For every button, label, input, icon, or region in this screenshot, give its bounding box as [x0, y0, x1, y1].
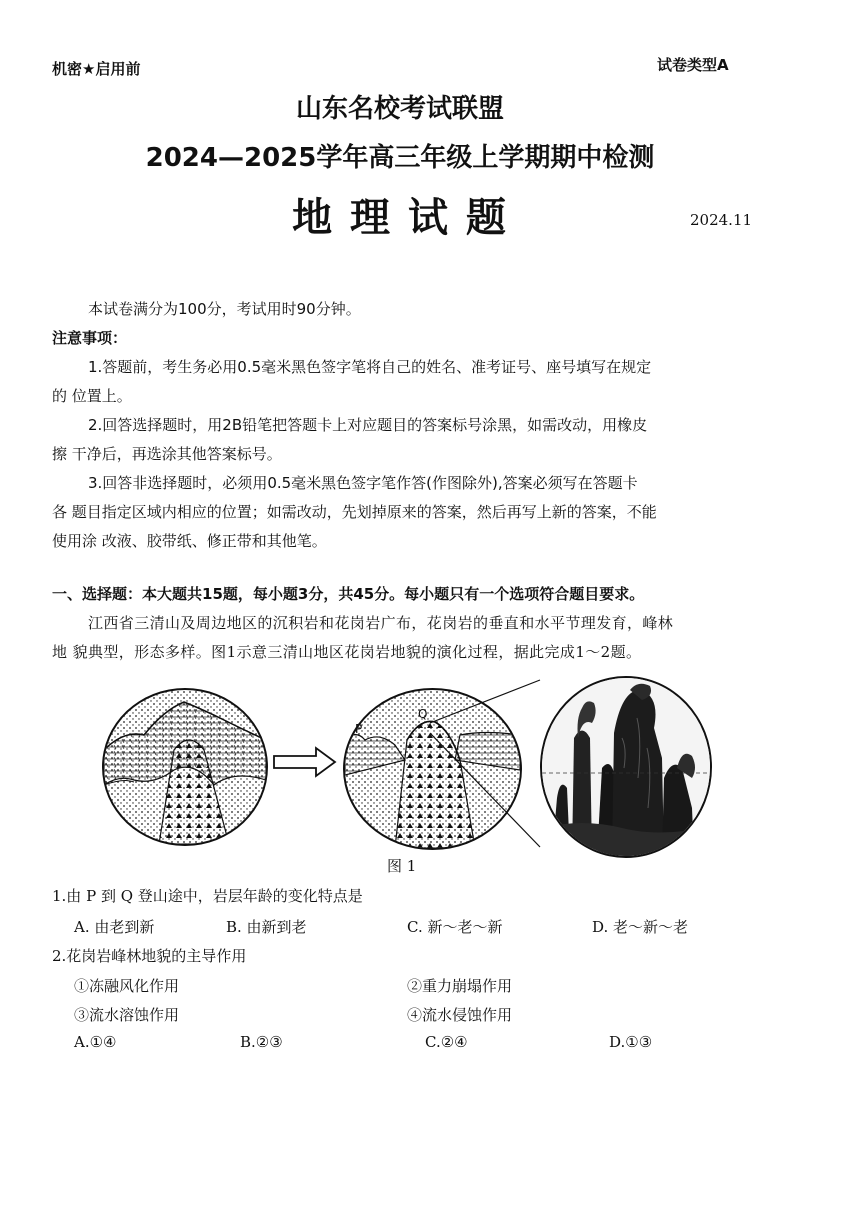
question-1-option-b[interactable]: B. 由新到老: [226, 918, 307, 936]
paper-type-label: 试卷类型A: [657, 56, 729, 74]
exam-date: 2024.11: [690, 211, 753, 229]
note-3-line-1: 3.回答非选择题时，必须用0.5毫米黑色签字笔作答(作图除外),答案必须写在答题卡: [88, 474, 638, 492]
passage-line-2: 地 貌典型，形态多样。图1示意三清山地区花岗岩地貌的演化过程，据此完成1～2题。: [52, 643, 642, 661]
question-2-option-a[interactable]: A.①④: [74, 1033, 117, 1051]
note-1-line-2: 的 位置上。: [52, 387, 132, 405]
section-title: 一、选择题：本大题共15题，每小题3分，共45分。每小题只有一个选项符合题目要求。: [52, 585, 645, 603]
note-3-line-3: 使用涂 改液、胶带纸、修正带和其他笔。: [52, 532, 327, 550]
passage-line-1: 江西省三清山及周边地区的沉积岩和花岗岩广布，花岗岩的垂直和水平节理发育，峰林: [88, 614, 674, 632]
question-2-item-3: ③流水溶蚀作用: [74, 1006, 180, 1024]
arrow-right-icon: [272, 745, 338, 779]
question-2-option-b[interactable]: B.②③: [240, 1033, 283, 1051]
question-1-option-c[interactable]: C. 新～老～新: [407, 918, 503, 936]
question-2-item-2: ②重力崩塌作用: [407, 977, 513, 995]
label-p: P: [355, 722, 363, 736]
question-2-option-c[interactable]: C.②④: [425, 1033, 468, 1051]
figure-caption: 图 1: [387, 857, 417, 875]
question-2-option-d[interactable]: D.①③: [609, 1033, 653, 1051]
granite-peaks-illustration: [542, 678, 710, 856]
note-2-line-1: 2.回答选择题时，用2B铅笔把答题卡上对应题目的答案标号涂黑，如需改动，用橡皮: [88, 416, 648, 434]
figure-circle-before: [102, 688, 268, 846]
score-time: 本试卷满分为100分，考试用时90分钟。: [88, 300, 361, 318]
subject-title: 地 理 试 题: [292, 195, 508, 241]
note-2-line-2: 擦 干净后，再选涂其他答案标号。: [52, 445, 282, 463]
note-1-line-1: 1.答题前，考生务必用0.5毫米黑色签字笔将自己的姓名、准考证号、座号填写在规定: [88, 358, 652, 376]
question-1-option-d[interactable]: D. 老～新～老: [592, 918, 689, 936]
secret-label: 机密★启用前: [52, 60, 141, 78]
label-q: Q: [418, 707, 428, 721]
note-3-line-2: 各 题目指定区域内相应的位置；如需改动，先划掉原来的答案，然后再写上新的答案，不能: [52, 503, 657, 521]
figure-circle-peaks: [540, 676, 712, 858]
org-title: 山东名校考试联盟: [295, 94, 504, 124]
notice-title: 注意事项：: [52, 329, 128, 347]
question-1-stem: 1.由 P 到 Q 登山途中，岩层年龄的变化特点是: [52, 887, 363, 905]
question-2-stem: 2.花岗岩峰林地貌的主导作用: [52, 947, 247, 965]
question-2-item-4: ④流水侵蚀作用: [407, 1006, 513, 1024]
question-1-option-a[interactable]: A. 由老到新: [74, 918, 155, 936]
granite-before-diagram: [104, 690, 266, 844]
exam-title: 2024—2025学年高三年级上学期期中检测: [145, 143, 655, 173]
question-2-item-1: ①冻融风化作用: [74, 977, 180, 995]
